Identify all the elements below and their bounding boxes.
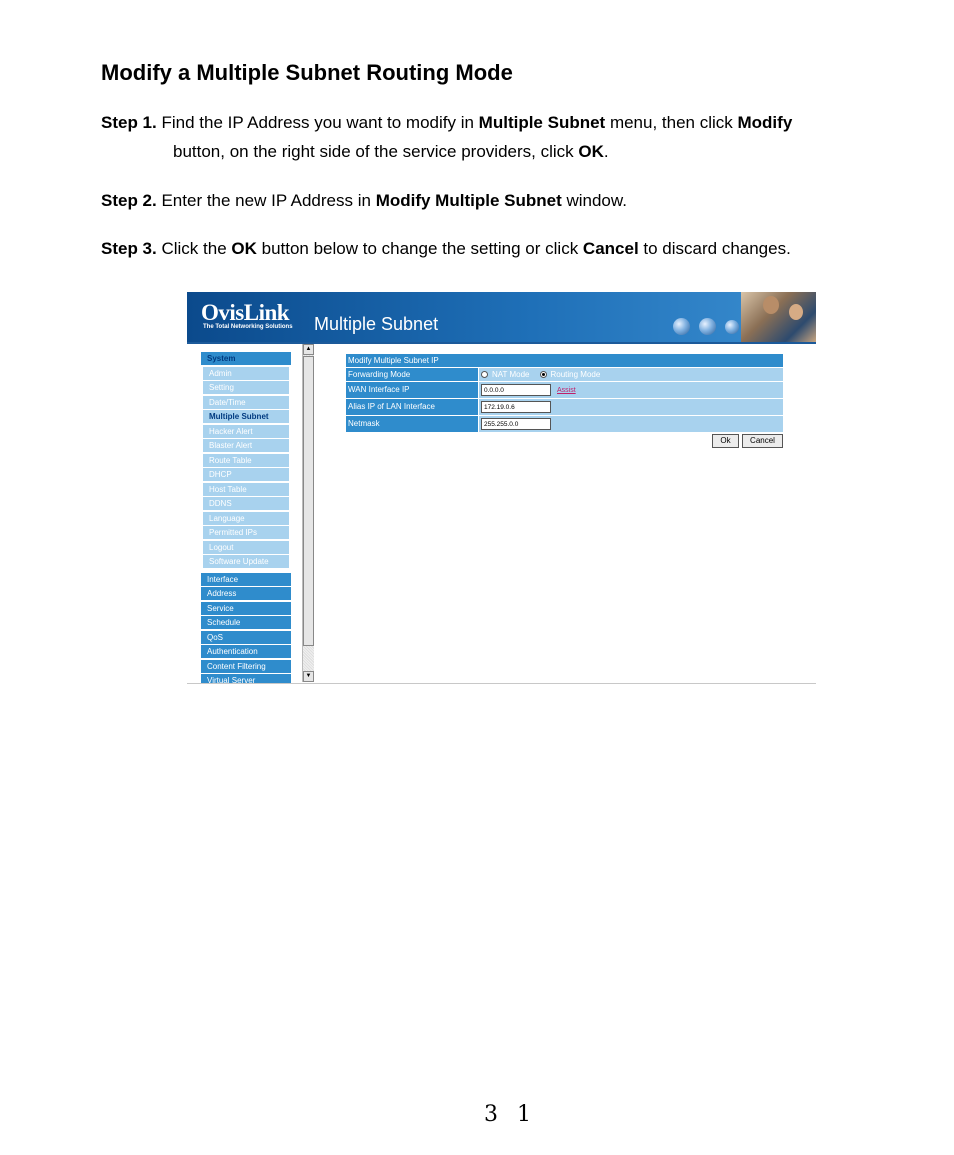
- nat-mode-radio[interactable]: [481, 371, 488, 378]
- step-1: [101, 108, 901, 166]
- sidebar-item-hacker-alert[interactable]: Hacker Alert: [203, 425, 289, 438]
- step-1-bold-multiple-subnet: Multiple Subnet: [478, 113, 606, 132]
- wan-ip-value: [479, 382, 783, 398]
- ok-button[interactable]: Ok: [712, 434, 739, 448]
- routing-mode-label: Routing Mode: [550, 370, 601, 379]
- wan-ip-label: WAN Interface IP: [346, 382, 478, 398]
- sidebar-item-date-time[interactable]: Date/Time: [203, 396, 289, 409]
- netmask-value: [479, 416, 783, 432]
- sidebar-item-dhcp[interactable]: DHCP: [203, 468, 289, 481]
- sidebar-group-service[interactable]: Service: [201, 602, 291, 615]
- scroll-thumb[interactable]: [303, 356, 314, 646]
- sidebar-group-qos[interactable]: QoS: [201, 631, 291, 644]
- form-header: Modify Multiple Subnet IP: [346, 354, 783, 367]
- sidebar-item-multiple-subnet[interactable]: Multiple Subnet: [203, 410, 289, 423]
- step-1-bold-modify: Modify: [737, 113, 793, 132]
- photo-person: [763, 296, 779, 314]
- step-2-bold-window: Modify Multiple Subnet: [375, 191, 562, 210]
- photo-person: [789, 304, 803, 320]
- router-ui-screenshot: [187, 292, 816, 684]
- scroll-up-arrow-icon[interactable]: ▲: [303, 344, 314, 355]
- step-3-text-2: button below to change the setting or click: [256, 239, 583, 258]
- modify-subnet-form: [346, 354, 783, 432]
- wan-ip-row: [346, 382, 783, 398]
- banner-divider: [187, 342, 816, 344]
- sidebar-item-logout[interactable]: Logout: [203, 541, 289, 554]
- step-1-text: Find the IP Address you want to modify in: [156, 113, 479, 132]
- step-1-continuation: [101, 137, 901, 166]
- sidebar-item-ddns[interactable]: DDNS: [203, 497, 289, 510]
- banner-photo: [741, 292, 816, 342]
- cancel-button[interactable]: Cancel: [742, 434, 783, 448]
- sidebar-group-system[interactable]: System: [201, 352, 291, 365]
- alias-ip-input[interactable]: 172.19.0.6: [481, 401, 551, 413]
- sidebar-item-admin[interactable]: Admin: [203, 367, 289, 380]
- globe-icon: [699, 318, 716, 335]
- step-3-label: Step 3.: [101, 239, 157, 258]
- step-2: [101, 186, 627, 215]
- globe-icon: [725, 320, 739, 334]
- page-title: Modify a Multiple Subnet Routing Mode: [101, 60, 513, 85]
- nat-mode-option[interactable]: [481, 370, 530, 379]
- sidebar-item-blaster-alert[interactable]: Blaster Alert: [203, 439, 289, 452]
- sidebar-group-content-filtering[interactable]: Content Filtering: [201, 660, 291, 673]
- alias-ip-label: Alias IP of LAN Interface: [346, 399, 478, 415]
- sidebar-group-virtual-server[interactable]: Virtual Server: [201, 674, 291, 684]
- assist-link[interactable]: Assist: [557, 386, 576, 394]
- banner: [187, 292, 816, 342]
- step-3-bold-cancel: Cancel: [582, 239, 639, 258]
- step-3-text-3: to discard changes.: [638, 239, 791, 258]
- step-2-text: Enter the new IP Address in: [156, 191, 376, 210]
- step-1-bold-ok: OK: [578, 142, 604, 161]
- alias-ip-row: [346, 399, 783, 415]
- netmask-label: Netmask: [346, 416, 478, 432]
- netmask-row: [346, 416, 783, 432]
- step-3-text: Click the: [156, 239, 232, 258]
- sidebar-group-address[interactable]: Address: [201, 587, 291, 600]
- sidebar-item-host-table[interactable]: Host Table: [203, 483, 289, 496]
- forwarding-mode-label: Forwarding Mode: [346, 368, 478, 381]
- step-1-text-3: button, on the right side of the service providers, click: [173, 142, 579, 161]
- sidebar-scrollbar[interactable]: [302, 344, 314, 682]
- forwarding-mode-row: [346, 368, 783, 381]
- sidebar: [201, 352, 291, 684]
- routing-mode-radio[interactable]: [540, 371, 547, 378]
- step-1-text-4: .: [603, 142, 609, 161]
- sidebar-group-authentication[interactable]: Authentication: [201, 645, 291, 658]
- step-2-label: Step 2.: [101, 191, 157, 210]
- alias-ip-value: [479, 399, 783, 415]
- sidebar-item-route-table[interactable]: Route Table: [203, 454, 289, 467]
- sidebar-item-setting[interactable]: Setting: [203, 381, 289, 394]
- page-number: 3 1: [484, 1102, 537, 1127]
- step-1-text-2: menu, then click: [605, 113, 738, 132]
- routing-mode-option[interactable]: [540, 370, 601, 379]
- step-3-bold-ok: OK: [231, 239, 257, 258]
- globe-icon: [673, 318, 690, 335]
- step-1-label: Step 1.: [101, 113, 157, 132]
- scroll-down-arrow-icon[interactable]: ▼: [303, 671, 314, 682]
- step-2-text-2: window.: [561, 191, 627, 210]
- netmask-input[interactable]: 255.255.0.0: [481, 418, 551, 430]
- nat-mode-label: NAT Mode: [492, 370, 530, 379]
- step-3: [101, 234, 791, 263]
- sidebar-item-language[interactable]: Language: [203, 512, 289, 525]
- logo: OvisLink: [201, 300, 290, 325]
- banner-title: Multiple Subnet: [314, 314, 439, 334]
- logo-tagline: The Total Networking Solutions: [203, 324, 293, 330]
- wan-ip-input[interactable]: 0.0.0.0: [481, 384, 551, 396]
- sidebar-group-schedule[interactable]: Schedule: [201, 616, 291, 629]
- sidebar-group-interface[interactable]: Interface: [201, 573, 291, 586]
- form-buttons: [712, 434, 783, 448]
- sidebar-item-software-update[interactable]: Software Update: [203, 555, 289, 568]
- forwarding-mode-value: [479, 368, 783, 381]
- sidebar-item-permitted-ips[interactable]: Permitted IPs: [203, 526, 289, 539]
